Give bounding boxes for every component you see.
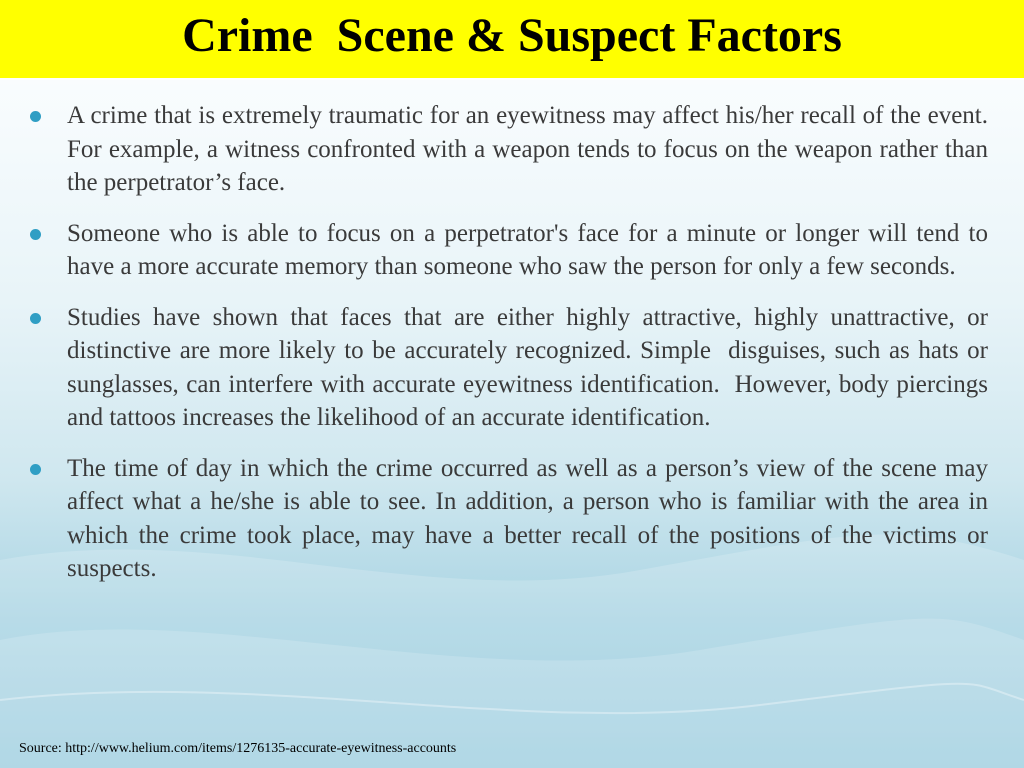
title-bar: [0, 0, 1024, 80]
bullet-dot-icon: [30, 464, 41, 475]
bullet-dot-icon: [30, 313, 41, 324]
source-citation: Source: http://www.helium.com/items/1276135-accurate-eyewitness-accounts: [19, 741, 457, 756]
bullet-dot-icon: [30, 229, 41, 240]
bullet-text: The time of day in which the crime occurred as well as a person’s view of the scene may affect what a he/she is able to see. In addition, a person who is familiar with the area in which the crime took place, may have a better recall of the positions of the victims or suspects.: [67, 454, 995, 582]
slide-title: Crime Scene & Suspect Factors: [182, 9, 842, 62]
bullet-text: Studies have shown that faces that are either highly attractive, highly unattractive, or distinctive are more likely to be accurately recognized. Simple disguises, such as hats or sunglasses, can interfere with accurate eyewitness identification. However, body piercings and tattoos increases the likelihood of an accurate identification.: [67, 303, 995, 431]
bullet-list: [30, 99, 995, 603]
bullet-item: [30, 99, 995, 200]
bullet-text: Someone who is able to focus on a perpetrator's face for a minute or longer will tend to have a more accurate memory than someone who saw the person for only a few seconds.: [67, 219, 995, 280]
bullet-item: [30, 217, 995, 284]
bullet-item: [30, 452, 995, 586]
bullet-text: A crime that is extremely traumatic for an eyewitness may affect his/her recall of the event. For example, a witness confronted with a weapon tends to focus on the weapon rather than the perpetrator’s face.: [67, 102, 995, 196]
bullet-dot-icon: [30, 111, 41, 122]
bullet-item: [30, 301, 995, 435]
